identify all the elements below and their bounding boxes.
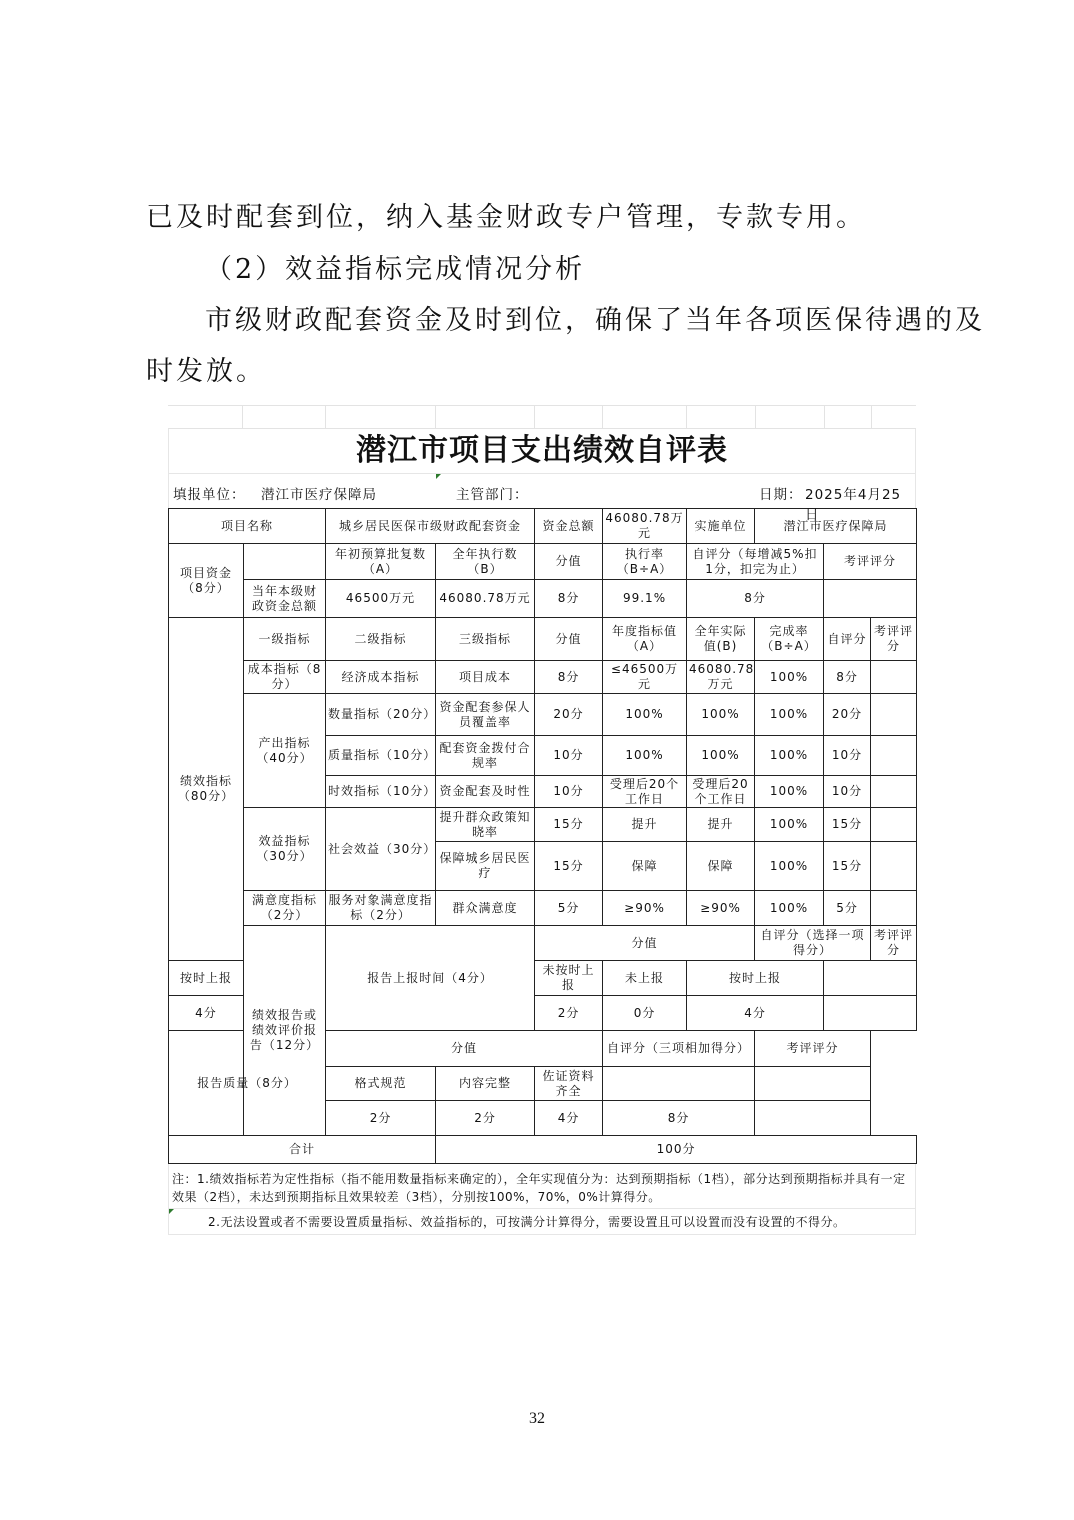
note-1: 注：1.绩效指标若为定性指标（指不能用数量指标来确定的），全年实现值分为：达到预期指标（1档），部分达到预期指标并具有一定效果（2档），未达到预期指标且效果较差（3档），分别按100%，70%，0%计算得分。 bbox=[169, 1164, 915, 1209]
funds-header-score: 分值 bbox=[535, 544, 603, 580]
table-row bbox=[169, 694, 917, 736]
self-score-cell: 8分 bbox=[824, 661, 871, 694]
rate-cell: 100% bbox=[755, 776, 824, 808]
performance-section-label: 绩效指标（80分） bbox=[169, 618, 244, 961]
header-target: 年度指标值（A） bbox=[603, 618, 687, 661]
unit-value: 潜江市医疗保障局 bbox=[261, 487, 377, 503]
review-cell bbox=[871, 736, 917, 776]
total-value: 100分 bbox=[436, 1136, 917, 1164]
fund-total-value: 46080.78万元 bbox=[603, 509, 687, 544]
option-score-cell: 2分 bbox=[326, 1101, 436, 1136]
table-row bbox=[169, 808, 917, 842]
total-row bbox=[169, 1136, 917, 1164]
report-quality-score-header: 分值 bbox=[326, 1031, 603, 1067]
option-score-cell: 2分 bbox=[535, 996, 603, 1031]
funds-header-executed: 全年执行数（B） bbox=[436, 544, 535, 580]
table-row bbox=[169, 661, 917, 694]
rate-cell: 100% bbox=[755, 736, 824, 776]
self-score-cell: 4分 bbox=[687, 996, 824, 1031]
level2-cell: 服务对象满意度指标（2分） bbox=[326, 891, 436, 926]
funds-review-value bbox=[824, 580, 917, 618]
level3-cell: 资金配套及时性 bbox=[436, 776, 535, 808]
self-score-cell: 8分 bbox=[603, 1101, 755, 1136]
funds-rate-value: 99.1% bbox=[603, 580, 687, 618]
option-score-cell: 2分 bbox=[436, 1101, 535, 1136]
score-cell: 10分 bbox=[535, 736, 603, 776]
date-value: 2025年4月25日 bbox=[805, 487, 902, 523]
level3-cell: 项目成本 bbox=[436, 661, 535, 694]
level3-cell: 保障城乡居民医疗 bbox=[436, 842, 535, 891]
self-score-cell: 15分 bbox=[824, 808, 871, 842]
review-cell bbox=[755, 1067, 871, 1101]
self-score-cell: 20分 bbox=[824, 694, 871, 736]
rate-cell: 100% bbox=[755, 661, 824, 694]
option-cell: 内容完整 bbox=[436, 1067, 535, 1101]
unit-label: 填报单位： bbox=[173, 487, 246, 503]
option-score-cell: 4分 bbox=[169, 996, 244, 1031]
self-score-cell: 10分 bbox=[824, 736, 871, 776]
option-score-cell: 0分 bbox=[603, 996, 687, 1031]
impl-unit-label: 实施单位 bbox=[687, 509, 755, 544]
header-review: 考评评分 bbox=[871, 618, 917, 661]
score-cell: 5分 bbox=[535, 891, 603, 926]
header-rate: 完成率（B÷A） bbox=[755, 618, 824, 661]
self-score-cell: 10分 bbox=[824, 776, 871, 808]
review-cell bbox=[824, 961, 917, 996]
rate-cell: 100% bbox=[755, 808, 824, 842]
dept-label: 主管部门： bbox=[456, 487, 529, 503]
rate-cell: 100% bbox=[755, 891, 824, 926]
target-cell: 保障 bbox=[603, 842, 687, 891]
level1-output: 产出指标（40分） bbox=[244, 694, 326, 808]
funds-header-self-score: 自评分（每增减5%扣1分，扣完为止） bbox=[687, 544, 824, 580]
actual-cell: ≥90% bbox=[687, 891, 755, 926]
review-cell bbox=[824, 996, 917, 1031]
page-number: 32 bbox=[529, 1410, 545, 1427]
report-timing-score-header: 分值 bbox=[535, 926, 755, 961]
option-cell: 未按时上报 bbox=[535, 961, 603, 996]
target-cell: ≤46500万元 bbox=[603, 661, 687, 694]
empty-cell bbox=[244, 544, 326, 580]
performance-header-row bbox=[169, 618, 917, 661]
actual-cell: 受理后20个工作日 bbox=[687, 776, 755, 808]
empty-grid-row bbox=[168, 405, 916, 429]
report-timing-self-header: 自评分（选择一项得分） bbox=[755, 926, 871, 961]
sheet-meta bbox=[168, 474, 916, 523]
target-cell: 100% bbox=[603, 694, 687, 736]
self-score-cell: 5分 bbox=[824, 891, 871, 926]
actual-cell: 100% bbox=[687, 736, 755, 776]
review-cell bbox=[755, 1101, 871, 1136]
actual-cell: 100% bbox=[687, 694, 755, 736]
project-name-value: 城乡居民医保市级财政配套资金 bbox=[326, 509, 535, 544]
rate-cell: 100% bbox=[755, 842, 824, 891]
notes bbox=[168, 1164, 916, 1235]
actual-cell: 提升 bbox=[687, 808, 755, 842]
report-timing-label: 报告上报时间（4分） bbox=[326, 926, 535, 1031]
header-self: 自评分 bbox=[824, 618, 871, 661]
body-paragraph: 时发放。 bbox=[146, 356, 266, 387]
funds-score-value: 8分 bbox=[535, 580, 603, 618]
section-heading: （2）效益指标完成情况分析 bbox=[205, 254, 586, 285]
empty-cell bbox=[603, 1067, 755, 1101]
level2-social-benefit: 社会效益（30分） bbox=[326, 808, 436, 891]
level2-cell: 经济成本指标 bbox=[326, 661, 436, 694]
header-actual: 全年实际值(B) bbox=[687, 618, 755, 661]
level2-cell: 数量指标（20分） bbox=[326, 694, 436, 736]
review-cell bbox=[871, 661, 917, 694]
score-cell: 15分 bbox=[535, 842, 603, 891]
header-level2: 二级指标 bbox=[326, 618, 436, 661]
funds-header-budget: 年初预算批复数（A） bbox=[326, 544, 436, 580]
funds-row-label: 当年本级财政资金总额 bbox=[244, 580, 326, 618]
report-timing-review-header: 考评评分 bbox=[871, 926, 917, 961]
self-choice-cell: 按时上报 bbox=[687, 961, 824, 996]
review-cell bbox=[871, 891, 917, 926]
cell-comment-marker-icon bbox=[169, 1209, 174, 1214]
level3-cell: 配套资金拨付合规率 bbox=[436, 736, 535, 776]
evaluation-sheet bbox=[168, 405, 916, 1235]
option-cell: 按时上报 bbox=[169, 961, 244, 996]
level1-benefit: 效益指标（30分） bbox=[244, 808, 326, 891]
target-cell: 受理后20个工作日 bbox=[603, 776, 687, 808]
review-cell bbox=[871, 694, 917, 736]
header-score: 分值 bbox=[535, 618, 603, 661]
review-cell bbox=[871, 808, 917, 842]
level3-cell: 群众满意度 bbox=[436, 891, 535, 926]
total-label: 合计 bbox=[169, 1136, 436, 1164]
funds-self-score-value: 8分 bbox=[687, 580, 824, 618]
self-score-cell: 15分 bbox=[824, 842, 871, 891]
report-timing-header-row bbox=[169, 926, 917, 961]
level1-satisfaction: 满意度指标（2分） bbox=[244, 891, 326, 926]
level3-cell: 提升群众政策知晓率 bbox=[436, 808, 535, 842]
rate-cell: 100% bbox=[755, 694, 824, 736]
note-2-container bbox=[169, 1209, 915, 1234]
funds-budget-value: 46500万元 bbox=[326, 580, 436, 618]
option-cell: 格式规范 bbox=[326, 1067, 436, 1101]
report-quality-self-header: 自评分（三项相加得分） bbox=[603, 1031, 755, 1067]
fund-total-label: 资金总额 bbox=[535, 509, 603, 544]
funds-executed-value: 46080.78万元 bbox=[436, 580, 535, 618]
target-cell: 提升 bbox=[603, 808, 687, 842]
note-2: 2.无法设置或者不需要设置质量指标、效益指标的，可按满分计算得分，需要设置且可以设置而没有设置的不得分。 bbox=[208, 1215, 846, 1229]
review-cell bbox=[871, 842, 917, 891]
target-cell: ≥90% bbox=[603, 891, 687, 926]
level2-cell: 时效指标（10分） bbox=[326, 776, 436, 808]
score-cell: 10分 bbox=[535, 776, 603, 808]
actual-cell: 保障 bbox=[687, 842, 755, 891]
level3-cell: 资金配套参保人员覆盖率 bbox=[436, 694, 535, 736]
option-score-cell: 4分 bbox=[535, 1101, 603, 1136]
report-quality-review-header: 考评评分 bbox=[755, 1031, 871, 1067]
date-label: 日期： bbox=[759, 487, 803, 503]
funds-header-review: 考评评分 bbox=[824, 544, 917, 580]
table-row bbox=[169, 891, 917, 926]
funds-section-label: 项目资金（8分） bbox=[169, 544, 244, 618]
score-cell: 20分 bbox=[535, 694, 603, 736]
option-cell: 未上报 bbox=[603, 961, 687, 996]
target-cell: 100% bbox=[603, 736, 687, 776]
funds-header-row bbox=[169, 544, 917, 580]
score-cell: 8分 bbox=[535, 661, 603, 694]
sheet-title: 潜江市项目支出绩效自评表 bbox=[168, 429, 916, 474]
score-cell: 15分 bbox=[535, 808, 603, 842]
evaluation-table bbox=[168, 508, 917, 1164]
level2-cell: 质量指标（10分） bbox=[326, 736, 436, 776]
body-paragraph: 市级财政配套资金及时到位，确保了当年各项医保待遇的及 bbox=[205, 305, 985, 336]
report-quality-label: 报告质量（8分） bbox=[169, 1031, 326, 1136]
header-level1: 一级指标 bbox=[244, 618, 326, 661]
cell-comment-marker-icon bbox=[436, 474, 441, 479]
project-name-label: 项目名称 bbox=[169, 509, 326, 544]
actual-cell: 46080.78万元 bbox=[687, 661, 755, 694]
funds-value-row bbox=[169, 580, 917, 618]
impl-unit-value: 潜江市医疗保障局 bbox=[755, 509, 917, 544]
review-cell bbox=[871, 776, 917, 808]
level1-cost: 成本指标（8分） bbox=[244, 661, 326, 694]
option-cell: 佐证资料齐全 bbox=[535, 1067, 603, 1101]
body-paragraph: 已及时配套到位，纳入基金财政专户管理，专款专用。 bbox=[146, 202, 866, 233]
header-level3: 三级指标 bbox=[436, 618, 535, 661]
report-section-label: 绩效报告或绩效评价报告（12分） bbox=[244, 926, 326, 1136]
funds-header-rate: 执行率（B÷A） bbox=[603, 544, 687, 580]
